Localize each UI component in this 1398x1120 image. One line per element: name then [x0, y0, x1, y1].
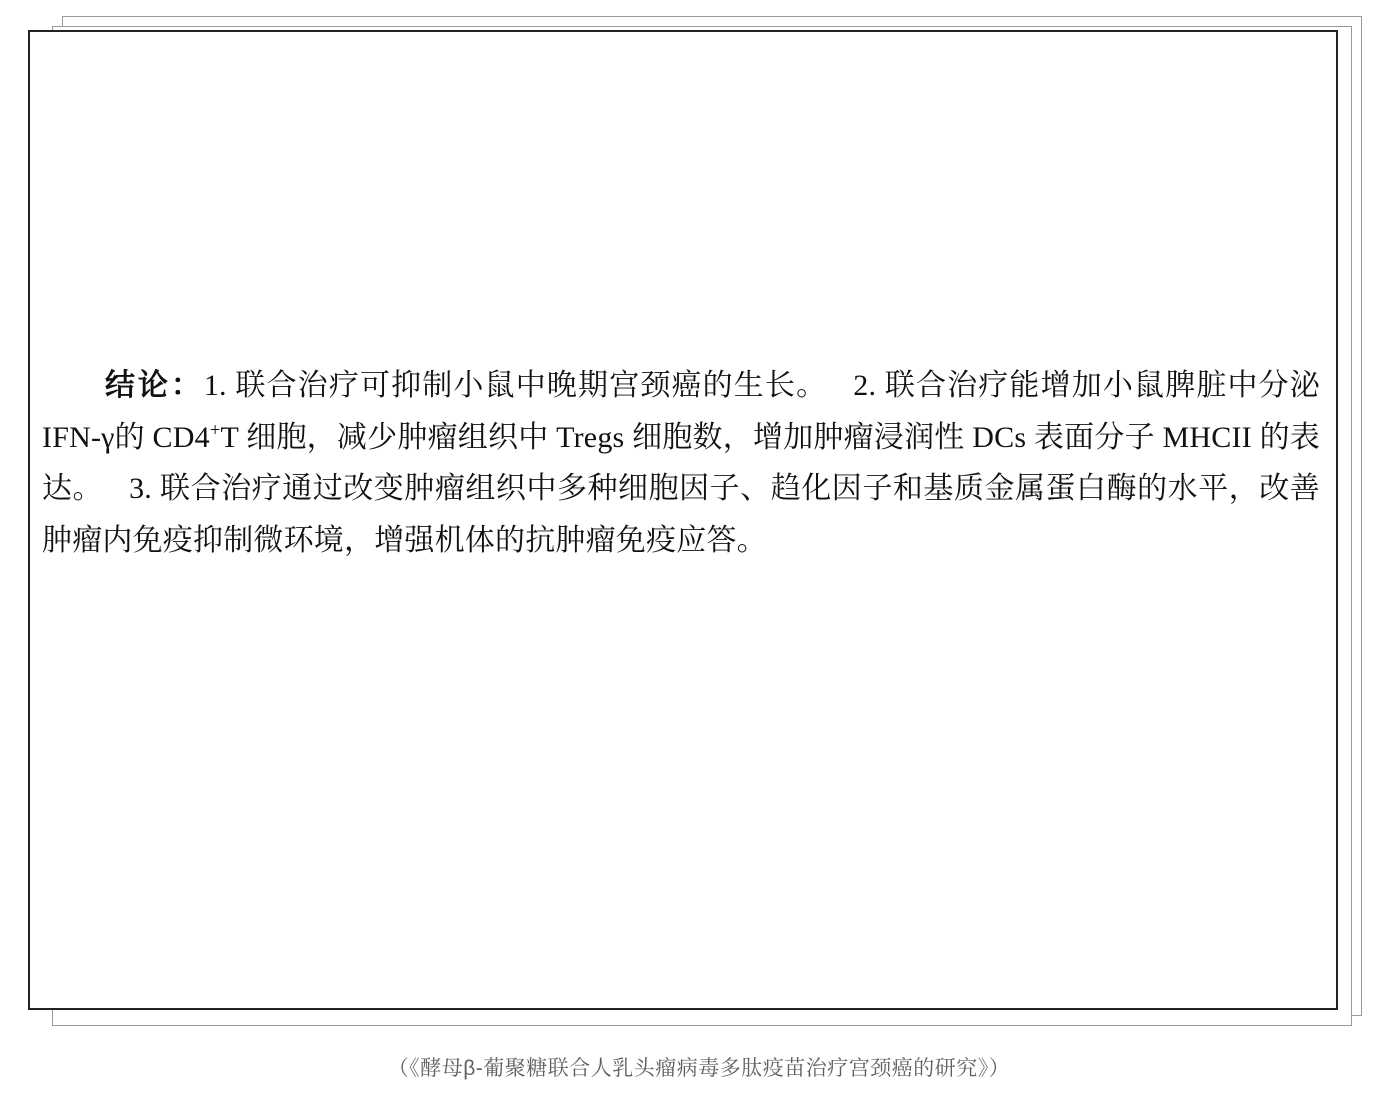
item-2-superscript: + — [209, 419, 221, 441]
conclusion-paragraph — [42, 360, 1320, 566]
item-2-text-part1: 联合治疗能增加小鼠脾脏中分泌 IFN-γ的 CD4 — [42, 369, 1320, 454]
conclusion-label: 结论： — [104, 369, 204, 402]
source-caption: （《酵母β-葡聚糖联合人乳头瘤病毒多肽疫苗治疗宫颈癌的研究》） — [387, 1057, 1011, 1080]
document-content — [28, 30, 1338, 1010]
item-1-text: 联合治疗可抑制小鼠中晚期宫颈癌的生长。 — [235, 369, 828, 402]
item-1-number: 1. — [203, 369, 227, 402]
item-2-text-part2: T 细胞，减少肿瘤组织中 Tregs 细胞数，增加肿瘤浸润性 DCs 表面分子 MHCII 的表达。 — [42, 420, 1320, 506]
item-2-number: 2. — [853, 369, 877, 402]
item-3-number: 3. — [129, 472, 152, 506]
item-3-text: 联合治疗通过改变肿瘤组织中多种细胞因子、趋化因子和基质金属蛋白酶的水平，改善肿瘤内免疫抑制微环境，增强机体的抗肿瘤免疫应答。 — [42, 472, 1321, 557]
